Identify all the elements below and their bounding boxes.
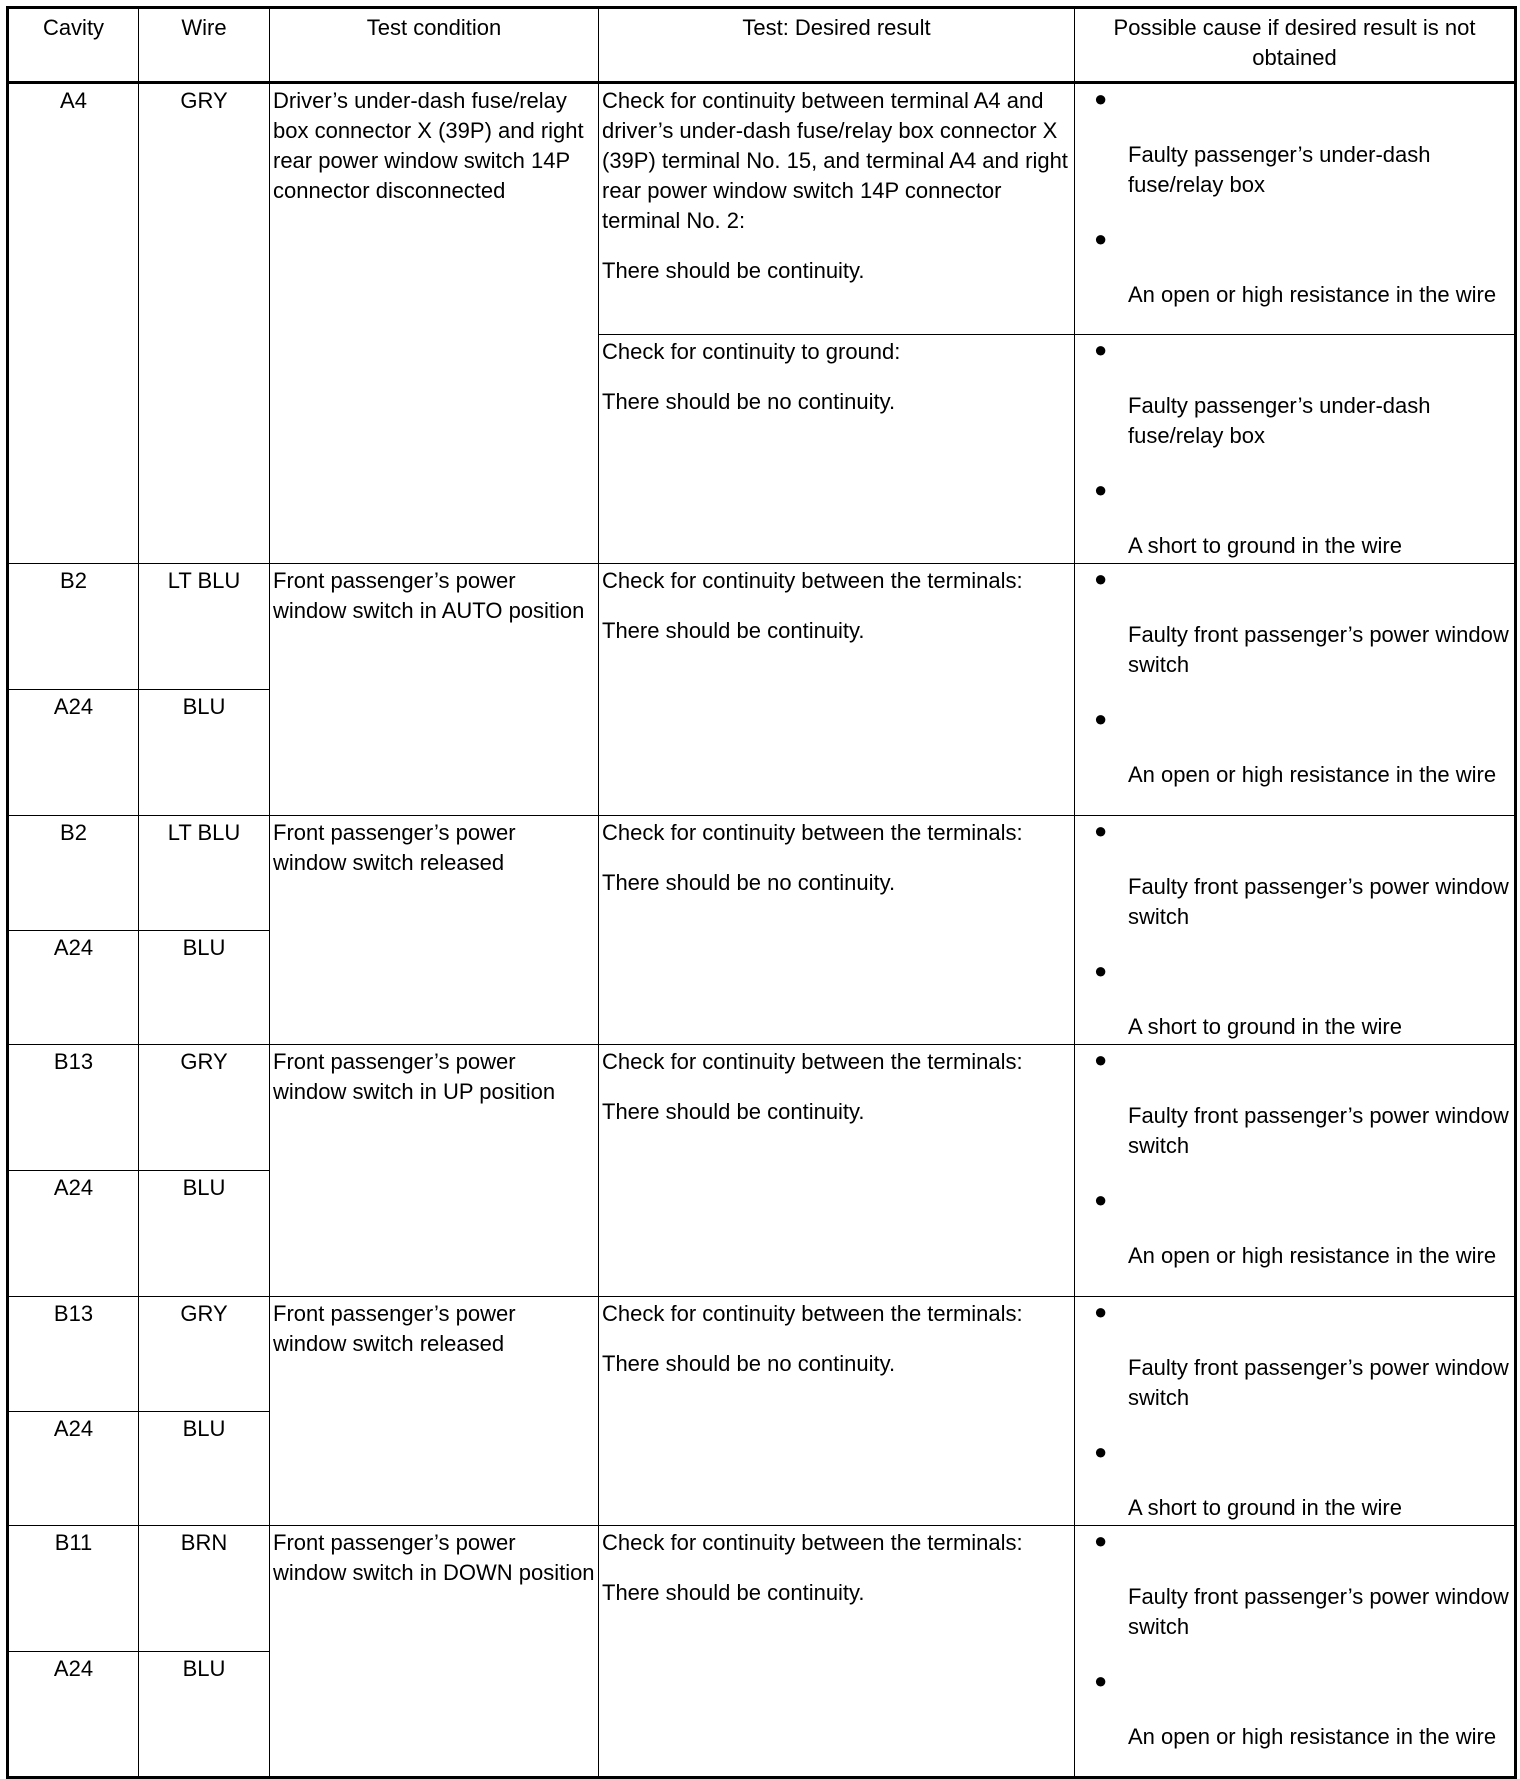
- wire-cell: LT BLU: [139, 564, 270, 690]
- desired-result-cell: [599, 335, 1075, 564]
- check-instruction: Check for continuity between terminal A4 and driver’s under-dash fuse/relay box connector X (39P) terminal No. 15, and terminal A4 and right rear power window switch 14P connector terminal No. 2:: [602, 88, 1068, 233]
- expected-result: There should be continuity.: [602, 1099, 865, 1124]
- wire-cell: BLU: [139, 690, 270, 816]
- header-wire: Wire: [139, 8, 270, 83]
- check-instruction: Check for continuity between the terminals:: [602, 1301, 1023, 1326]
- test-condition-cell: Driver’s under-dash fuse/relay box connector X (39P) and right rear power window switch 14P connector disconnected: [270, 83, 599, 564]
- table-row: [8, 1297, 1516, 1412]
- possible-cause-item: Faulty front passenger’s power window switch: [1128, 1355, 1509, 1410]
- table-row: [8, 564, 1516, 690]
- bullet-icon: ●: [1094, 1047, 1108, 1072]
- cavity-cell: A24: [8, 1411, 139, 1526]
- expected-result: There should be no continuity.: [602, 1351, 896, 1376]
- expected-result: There should be continuity.: [602, 1580, 865, 1605]
- header-desired-result: Test: Desired result: [599, 8, 1075, 83]
- table-row: [8, 1526, 1516, 1652]
- possible-cause-cell: [1075, 1297, 1516, 1526]
- cavity-cell: B2: [8, 564, 139, 690]
- cavity-cell: B13: [8, 1297, 139, 1412]
- bullet-icon: ●: [1094, 566, 1108, 591]
- possible-cause-item: A short to ground in the wire: [1128, 1014, 1402, 1039]
- bullet-icon: ●: [1094, 706, 1108, 731]
- cavity-cell: A24: [8, 690, 139, 816]
- desired-result-cell: [599, 564, 1075, 816]
- cavity-cell: A4: [8, 83, 139, 564]
- desired-result-cell: [599, 83, 1075, 335]
- possible-cause-item: Faulty front passenger’s power window switch: [1128, 622, 1509, 677]
- desired-result-cell: [599, 1526, 1075, 1778]
- possible-cause-item: Faulty passenger’s under-dash fuse/relay box: [1128, 142, 1431, 197]
- bullet-icon: ●: [1094, 818, 1108, 843]
- check-instruction: Check for continuity between the terminals:: [602, 1049, 1023, 1074]
- bullet-icon: ●: [1094, 1439, 1108, 1464]
- bullet-icon: ●: [1094, 1668, 1108, 1693]
- possible-cause-item: A short to ground in the wire: [1128, 533, 1402, 558]
- header-possible-cause: Possible cause if desired result is not obtained: [1075, 8, 1516, 83]
- check-instruction: Check for continuity between the terminals:: [602, 1530, 1023, 1555]
- desired-result-cell: [599, 1297, 1075, 1526]
- table-row: [8, 83, 1516, 335]
- test-condition-cell: Front passenger’s power window switch released: [270, 816, 599, 1045]
- wire-cell: GRY: [139, 83, 270, 564]
- possible-cause-item: A short to ground in the wire: [1128, 1495, 1402, 1520]
- possible-cause-item: Faulty passenger’s under-dash fuse/relay box: [1128, 393, 1431, 448]
- expected-result: There should be no continuity.: [602, 870, 896, 895]
- check-instruction: Check for continuity to ground:: [602, 339, 901, 364]
- wire-cell: GRY: [139, 1045, 270, 1171]
- wire-cell: LT BLU: [139, 816, 270, 931]
- check-instruction: Check for continuity between the terminals:: [602, 568, 1023, 593]
- possible-cause-cell: [1075, 1045, 1516, 1297]
- bullet-icon: ●: [1094, 1528, 1108, 1553]
- possible-cause-cell: [1075, 1526, 1516, 1778]
- possible-cause-item: An open or high resistance in the wire: [1128, 1243, 1497, 1268]
- cavity-cell: A24: [8, 930, 139, 1045]
- test-condition-cell: Front passenger’s power window switch in AUTO position: [270, 564, 599, 816]
- bullet-icon: ●: [1094, 226, 1108, 251]
- header-cavity: Cavity: [8, 8, 139, 83]
- possible-cause-item: An open or high resistance in the wire: [1128, 282, 1497, 307]
- cavity-cell: B13: [8, 1045, 139, 1171]
- possible-cause-item: An open or high resistance in the wire: [1128, 762, 1497, 787]
- wire-cell: BLU: [139, 1171, 270, 1297]
- cavity-cell: B11: [8, 1526, 139, 1652]
- diagnostic-table: [6, 6, 1517, 1779]
- table-row: [8, 1045, 1516, 1171]
- header-row: [8, 8, 1516, 83]
- bullet-icon: ●: [1094, 1187, 1108, 1212]
- cavity-cell: A24: [8, 1171, 139, 1297]
- header-test-condition: Test condition: [270, 8, 599, 83]
- wire-cell: GRY: [139, 1297, 270, 1412]
- bullet-icon: ●: [1094, 958, 1108, 983]
- possible-cause-item: Faulty front passenger’s power window switch: [1128, 1584, 1509, 1639]
- wire-cell: BLU: [139, 930, 270, 1045]
- desired-result-cell: [599, 1045, 1075, 1297]
- table-row: [8, 816, 1516, 931]
- possible-cause-cell: [1075, 816, 1516, 1045]
- desired-result-cell: [599, 816, 1075, 1045]
- wire-cell: BLU: [139, 1411, 270, 1526]
- expected-result: There should be continuity.: [602, 258, 865, 283]
- wire-cell: BRN: [139, 1526, 270, 1652]
- possible-cause-item: Faulty front passenger’s power window switch: [1128, 874, 1509, 929]
- expected-result: There should be no continuity.: [602, 389, 896, 414]
- bullet-icon: ●: [1094, 337, 1108, 362]
- cavity-cell: B2: [8, 816, 139, 931]
- possible-cause-cell: [1075, 335, 1516, 564]
- bullet-icon: ●: [1094, 1299, 1108, 1324]
- possible-cause-item: An open or high resistance in the wire: [1128, 1724, 1497, 1749]
- bullet-icon: ●: [1094, 86, 1108, 111]
- test-condition-cell: Front passenger’s power window switch in DOWN position: [270, 1526, 599, 1778]
- wire-cell: BLU: [139, 1652, 270, 1778]
- cavity-cell: A24: [8, 1652, 139, 1778]
- test-condition-cell: Front passenger’s power window switch released: [270, 1297, 599, 1526]
- expected-result: There should be continuity.: [602, 618, 865, 643]
- possible-cause-item: Faulty front passenger’s power window switch: [1128, 1103, 1509, 1158]
- possible-cause-cell: [1075, 564, 1516, 816]
- check-instruction: Check for continuity between the terminals:: [602, 820, 1023, 845]
- bullet-icon: ●: [1094, 477, 1108, 502]
- test-condition-cell: Front passenger’s power window switch in UP position: [270, 1045, 599, 1297]
- possible-cause-cell: [1075, 83, 1516, 335]
